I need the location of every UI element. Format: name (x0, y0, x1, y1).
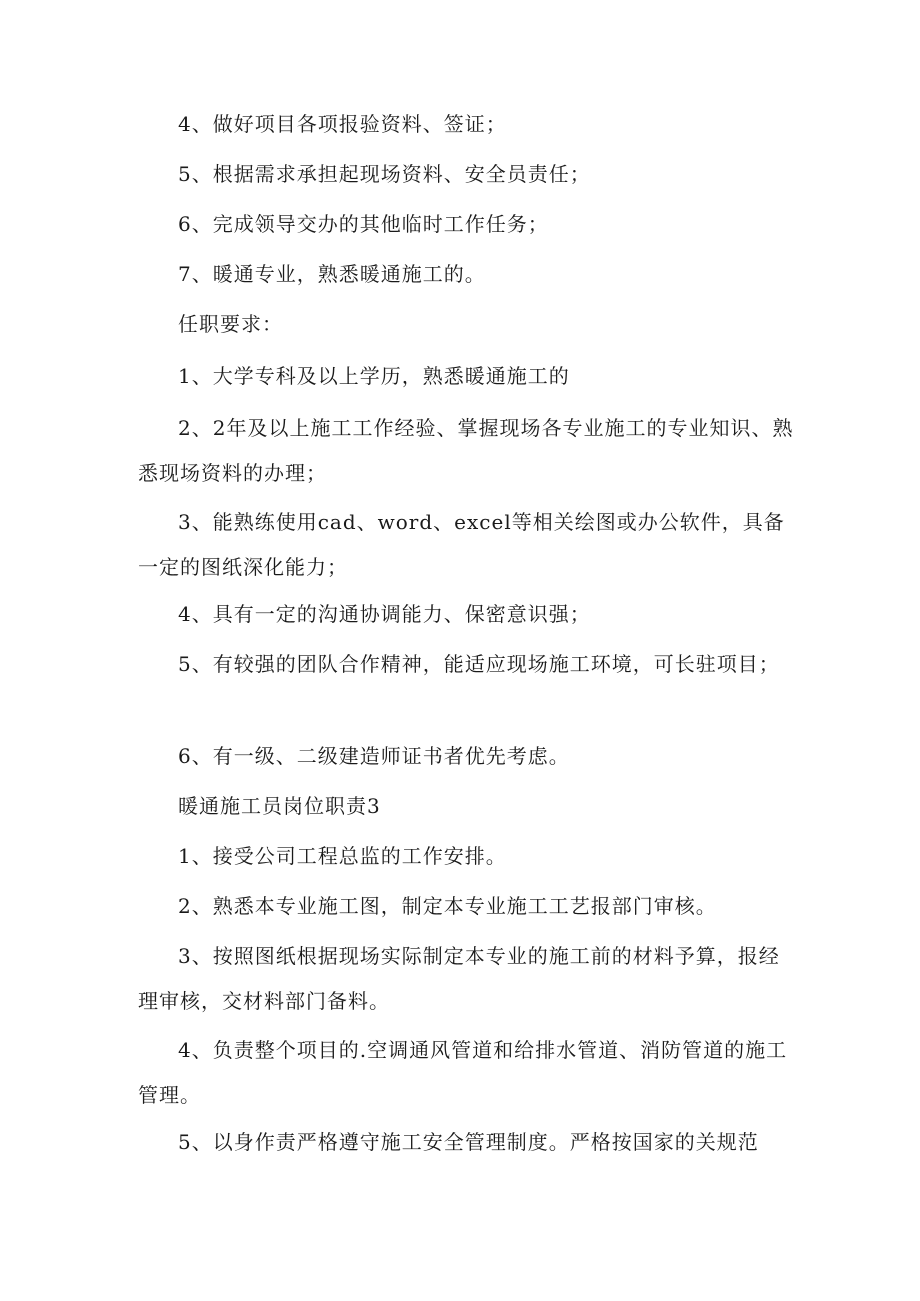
paragraph: 1、大学专科及以上学历，熟悉暖通施工的 (178, 364, 570, 388)
paragraph: 3、能熟练使用cad、word、excel等相关绘图或办公软件，具备一定的图纸深化能力； (138, 510, 785, 579)
paragraph: 7、暖通专业，熟悉暖通施工的。 (178, 262, 486, 286)
paragraph: 5、以身作责严格遵守施工安全管理制度。严格按国家的关规范 (178, 1130, 759, 1154)
paragraph: 4、具有一定的沟通协调能力、保密意识强； (178, 602, 591, 626)
paragraph: 5、有较强的团队合作精神，能适应现场施工环境，可长驻项目； (178, 652, 780, 676)
paragraph: 4、做好项目各项报验资料、签证； (178, 112, 507, 136)
paragraph: 1、接受公司工程总监的工作安排。 (178, 844, 507, 868)
paragraph: 2、熟悉本专业施工图，制定本专业施工工艺报部门审核。 (178, 894, 717, 918)
paragraph: 2、2年及以上施工工作经验、掌握现场各专业施工的专业知识、熟悉现场资料的办理； (138, 416, 794, 485)
section-heading: 暖通施工员岗位职责3 (178, 794, 381, 818)
paragraph: 5、根据需求承担起现场资料、安全员责任； (178, 162, 591, 186)
paragraph: 6、完成领导交办的其他临时工作任务； (178, 212, 549, 236)
paragraph: 6、有一级、二级建造师证书者优先考虑。 (178, 744, 570, 768)
paragraph: 4、负责整个项目的.空调通风管道和给排水管道、消防管道的施工管理。 (138, 1038, 788, 1107)
paragraph: 3、按照图纸根据现场实际制定本专业的施工前的材料予算，报经理审核，交材料部门备料。 (138, 944, 780, 1013)
section-heading: 任职要求： (178, 312, 283, 336)
